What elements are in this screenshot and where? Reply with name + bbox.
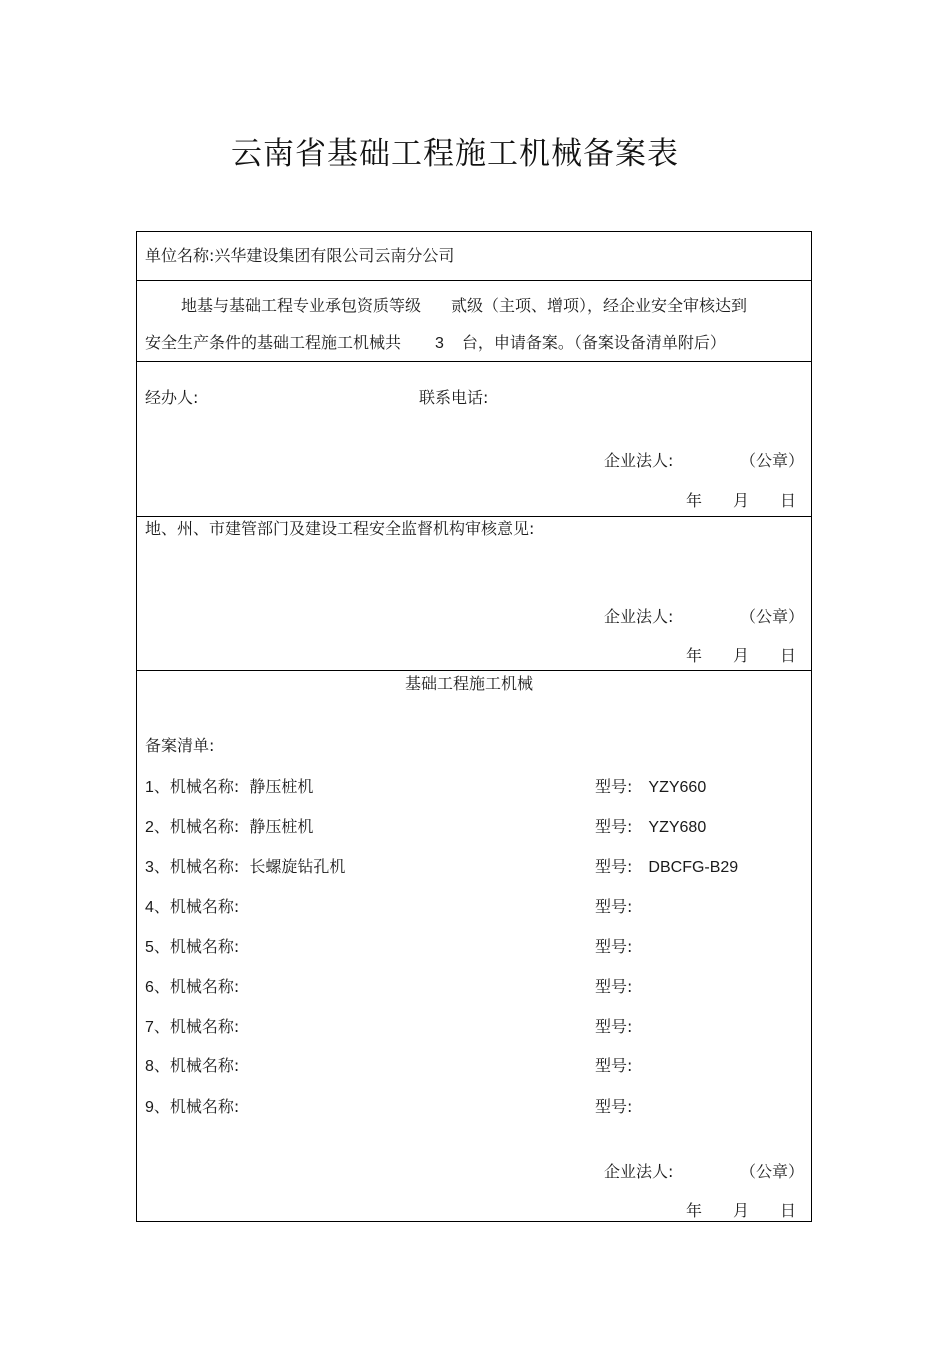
equipment-item: 3、机械名称: 长螺旋钻孔机 <box>145 857 346 876</box>
handler-label: 经办人: <box>145 388 199 407</box>
divider <box>137 361 811 362</box>
day-label: 日 <box>780 491 797 510</box>
equipment-model: 型号: <box>595 1017 633 1036</box>
qualification-text: 地基与基础工程专业承包资质等级 <box>181 296 422 315</box>
qualification-grade: 贰级（主项、增项） <box>451 296 588 315</box>
divider <box>137 280 811 281</box>
legal-rep-label: 企业法人: <box>604 1162 674 1181</box>
equipment-item: 6、机械名称: <box>145 977 240 996</box>
year-label: 年 <box>686 1201 703 1220</box>
equipment-item: 7、机械名称: <box>145 1017 240 1036</box>
model-value: YZY680 <box>648 819 707 836</box>
phone-label: 联系电话: <box>419 388 489 407</box>
equipment-model: 型号: <box>595 977 633 996</box>
equipment-model: 型号: <box>595 1097 633 1116</box>
day-label: 日 <box>780 1201 797 1220</box>
equipment-count: 3 <box>435 335 444 352</box>
model-value: DBCFG-B29 <box>648 859 739 876</box>
equipment-heading: 基础工程施工机械 <box>404 674 533 693</box>
legal-rep-label: 企业法人: <box>604 607 674 626</box>
unit-name-value: 兴华建设集团有限公司云南分公司 <box>214 246 455 265</box>
equipment-model: 型号: <box>595 897 633 916</box>
equipment-item: 2、机械名称: 静压桩机 <box>145 817 314 836</box>
equipment-model: 型号: <box>595 1056 633 1075</box>
month-label: 月 <box>733 491 750 510</box>
year-label: 年 <box>686 646 703 665</box>
equipment-model: 型号: DBCFG-B29 <box>595 857 739 876</box>
month-label: 月 <box>733 646 750 665</box>
legal-rep-label: 企业法人: <box>604 451 674 470</box>
model-value: YZY660 <box>648 779 707 796</box>
equipment-item: 8、机械名称: <box>145 1056 240 1075</box>
registration-form <box>136 231 812 1222</box>
equipment-name: 静压桩机 <box>249 817 314 836</box>
review-label: 地、州、市建管部门及建设工程安全监督机构审核意见: <box>145 519 535 538</box>
equipment-item: 9、机械名称: <box>145 1097 240 1116</box>
list-label: 备案清单: <box>145 736 215 755</box>
equipment-name: 长螺旋钻孔机 <box>249 857 346 876</box>
equipment-item: 1、机械名称: 静压桩机 <box>145 777 314 796</box>
document-title: 云南省基础工程施工机械备案表 <box>231 136 679 172</box>
unit-name-row <box>145 246 454 266</box>
equipment-model: 型号: YZY680 <box>595 817 707 836</box>
year-label: 年 <box>686 491 703 510</box>
seal-label: （公章） <box>740 451 805 470</box>
equipment-model: 型号: <box>595 937 633 956</box>
statement-line-1 <box>181 296 747 316</box>
statement-line-2 <box>145 333 726 354</box>
equipment-item: 4、机械名称: <box>145 897 240 916</box>
seal-label: （公章） <box>740 607 805 626</box>
day-label: 日 <box>780 646 797 665</box>
equipment-name: 静压桩机 <box>249 777 314 796</box>
month-label: 月 <box>733 1201 750 1220</box>
equipment-item: 5、机械名称: <box>145 937 240 956</box>
equipment-model: 型号: YZY660 <box>595 777 707 796</box>
unit-name-label: 单位名称: <box>145 246 215 265</box>
seal-label: （公章） <box>740 1162 805 1181</box>
statement-text-1b: ，经企业安全审核达到 <box>587 296 748 315</box>
statement-text-2a: 安全生产条件的基础工程施工机械共 <box>145 333 402 352</box>
divider <box>137 670 811 671</box>
statement-text-2b: 台，申请备案。（备案设备清单附后） <box>461 333 726 352</box>
divider <box>137 516 811 517</box>
